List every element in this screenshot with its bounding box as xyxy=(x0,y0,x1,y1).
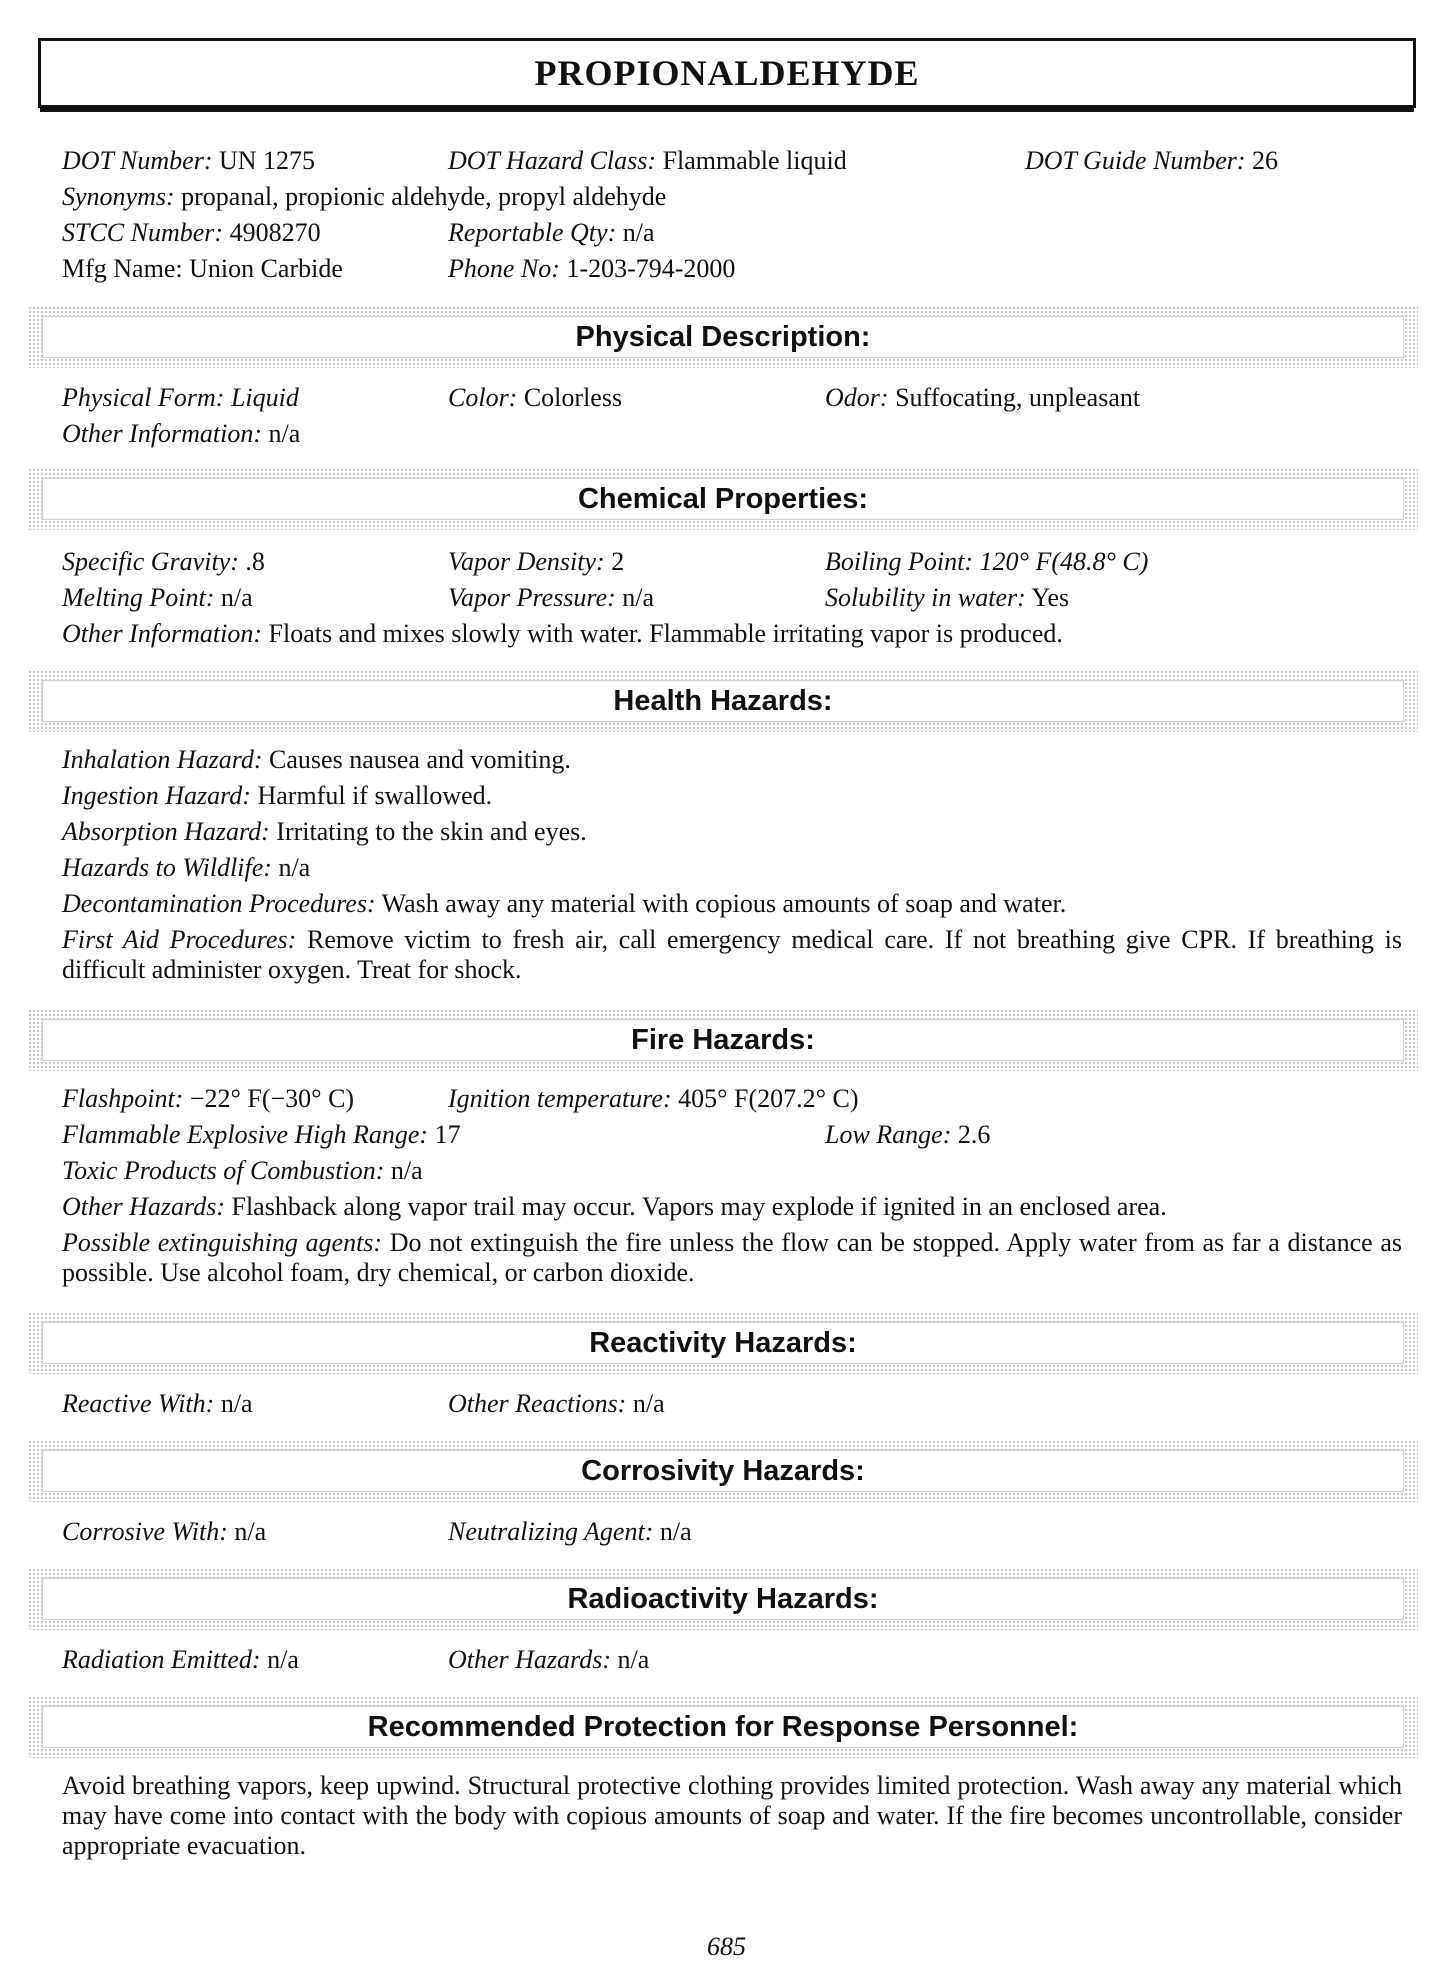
phone-field xyxy=(448,254,735,284)
melting-field xyxy=(62,583,253,613)
gravity-label: Specific Gravity: xyxy=(62,547,239,576)
decon-label: Decontamination Procedures: xyxy=(62,889,376,918)
neutralizing-label: Neutralizing Agent: xyxy=(448,1517,654,1546)
vapor-pressure-label: Vapor Pressure: xyxy=(448,583,616,612)
ingestion-label: Ingestion Hazard: xyxy=(62,781,251,810)
stcc-value: 4908270 xyxy=(229,218,321,247)
protection-banner xyxy=(28,1696,1418,1758)
flashpoint-value: −22° F(−30° C) xyxy=(189,1084,355,1113)
reportable-value: n/a xyxy=(622,218,655,247)
physical-other-value: n/a xyxy=(268,419,301,448)
corrosivity-heading: Corrosivity Hazards: xyxy=(581,1454,865,1487)
corrosivity-banner xyxy=(28,1440,1418,1502)
color-field xyxy=(448,383,622,413)
guide-number-value: 26 xyxy=(1252,146,1279,175)
boiling-value: 120° F(48.8° C) xyxy=(979,547,1149,576)
physical-banner xyxy=(28,306,1418,368)
flashpoint-label: Flashpoint: xyxy=(62,1084,184,1113)
agents-label: Possible extinguishing agents: xyxy=(62,1228,383,1257)
mfg-value: Union Carbide xyxy=(189,254,343,283)
fire-other-value: Flashback along vapor trail may occur. Vapors may explode if ignited in an enclosed area. xyxy=(231,1192,1167,1221)
radio-other-value: n/a xyxy=(617,1645,650,1674)
title-box xyxy=(38,38,1416,108)
dot-number-value: UN 1275 xyxy=(218,146,316,175)
solubility-label: Solubility in water: xyxy=(825,583,1026,612)
chemical-other-label: Other Information: xyxy=(62,619,263,648)
radioactivity-banner xyxy=(28,1568,1418,1630)
color-value: Colorless xyxy=(523,383,623,412)
chemical-banner xyxy=(28,468,1418,530)
corrosive-with-field xyxy=(62,1517,266,1547)
physical-form-field xyxy=(62,383,299,413)
reactive-with-value: n/a xyxy=(220,1389,253,1418)
stcc-label: STCC Number: xyxy=(62,218,224,247)
page-number: 685 xyxy=(707,1932,746,1961)
other-reactions-value: n/a xyxy=(632,1389,665,1418)
fire-banner xyxy=(28,1009,1418,1071)
neutralizing-field xyxy=(448,1517,692,1547)
mfg-field xyxy=(62,254,343,284)
chemical-other-value: Floats and mixes slowly with water. Flammable irritating vapor is produced. xyxy=(268,619,1063,648)
reportable-field xyxy=(448,218,655,248)
other-reactions-label: Other Reactions: xyxy=(448,1389,627,1418)
synonyms-value: propanal, propionic aldehyde, propyl aldehyde xyxy=(181,182,667,211)
phone-value: 1-203-794-2000 xyxy=(566,254,736,283)
odor-label: Odor: xyxy=(825,383,889,412)
decon-field xyxy=(62,889,1066,919)
color-label: Color: xyxy=(448,383,518,412)
hazard-class-label: DOT Hazard Class: xyxy=(448,146,657,175)
melting-label: Melting Point: xyxy=(62,583,215,612)
radiation-value: n/a xyxy=(267,1645,299,1674)
firstaid-label: First Aid Procedures: xyxy=(62,925,297,954)
solubility-field xyxy=(825,583,1069,613)
firstaid-field xyxy=(62,925,1402,985)
odor-value: Suffocating, unpleasant xyxy=(895,383,1141,412)
corrosive-with-value: n/a xyxy=(234,1517,267,1546)
ignition-field xyxy=(448,1084,859,1114)
radio-other-field xyxy=(448,1645,649,1675)
solubility-value: Yes xyxy=(1031,583,1070,612)
agents-field xyxy=(62,1228,1402,1288)
dot-number-label: DOT Number: xyxy=(62,146,213,175)
mfg-label: Mfg Name: xyxy=(62,254,183,283)
low-range-field xyxy=(825,1120,990,1150)
absorption-field xyxy=(62,817,587,847)
physical-other-field xyxy=(62,419,300,449)
wildlife-value: n/a xyxy=(278,853,311,882)
low-range-value: 2.6 xyxy=(957,1120,991,1149)
reactivity-banner xyxy=(28,1312,1418,1374)
reportable-label: Reportable Qty: xyxy=(448,218,617,247)
chemical-other-field xyxy=(62,619,1063,649)
protection-heading: Recommended Protection for Response Personnel: xyxy=(367,1710,1079,1743)
toxic-value: n/a xyxy=(390,1156,423,1185)
chemical-heading: Chemical Properties: xyxy=(577,482,869,515)
radiation-label: Radiation Emitted: xyxy=(62,1645,261,1674)
agents-value: Do not extinguish the fire unless the flow can be stopped. Apply water from as far a distance as possible. Use alcohol foam, dry chemical, or carbon dioxide. xyxy=(62,1228,1403,1287)
radioactivity-heading: Radioactivity Hazards: xyxy=(567,1582,879,1615)
odor-field xyxy=(825,383,1140,413)
radiation-field xyxy=(62,1645,299,1675)
neutralizing-value: n/a xyxy=(659,1517,692,1546)
reactive-with-field xyxy=(62,1389,253,1419)
high-range-value: 17 xyxy=(434,1120,461,1149)
reactive-with-label: Reactive With: xyxy=(62,1389,215,1418)
vapor-pressure-value: n/a xyxy=(622,583,655,612)
wildlife-label: Hazards to Wildlife: xyxy=(62,853,272,882)
guide-number-label: DOT Guide Number: xyxy=(1025,146,1246,175)
boiling-field xyxy=(825,547,1148,577)
vapor-density-value: 2 xyxy=(611,547,625,576)
high-range-field xyxy=(62,1120,461,1150)
other-reactions-field xyxy=(448,1389,665,1419)
stcc-field xyxy=(62,218,321,248)
physical-form-value: Liquid xyxy=(230,383,299,412)
toxic-label: Toxic Products of Combustion: xyxy=(62,1156,385,1185)
physical-other-label: Other Information: xyxy=(62,419,263,448)
vapor-density-field xyxy=(448,547,624,577)
health-banner xyxy=(28,670,1418,732)
protection-text: Avoid breathing vapors, keep upwind. Structural protective clothing provides limited protection. Wash away any material which may have come into contact with the body with copious amounts of soap and water. If the fire becomes uncontrollable, consider appropriate evacuation. xyxy=(62,1771,1402,1860)
reactivity-heading: Reactivity Hazards: xyxy=(589,1326,857,1359)
synonyms-field xyxy=(62,182,666,212)
fire-other-field xyxy=(62,1192,1167,1222)
ignition-value: 405° F(207.2° C) xyxy=(678,1084,859,1113)
decon-value: Wash away any material with copious amounts of soap and water. xyxy=(381,889,1067,918)
high-range-label: Flammable Explosive High Range: xyxy=(62,1120,429,1149)
dot-number-field xyxy=(62,146,315,176)
vapor-density-label: Vapor Density: xyxy=(448,547,605,576)
vapor-pressure-field xyxy=(448,583,654,613)
inhalation-field xyxy=(62,745,571,775)
low-range-label: Low Range: xyxy=(825,1120,952,1149)
hazard-class-value: Flammable liquid xyxy=(662,146,847,175)
toxic-field xyxy=(62,1156,423,1186)
physical-form-label: Physical Form: xyxy=(62,383,225,412)
boiling-label: Boiling Point: xyxy=(825,547,974,576)
absorption-value: Irritating to the skin and eyes. xyxy=(276,817,587,846)
gravity-field xyxy=(62,547,265,577)
ingestion-field xyxy=(62,781,492,811)
fire-other-label: Other Hazards: xyxy=(62,1192,225,1221)
phone-label: Phone No: xyxy=(448,254,560,283)
page-title: PROPIONALDEHYDE xyxy=(534,53,920,93)
fire-heading: Fire Hazards: xyxy=(631,1023,815,1056)
flashpoint-field xyxy=(62,1084,354,1114)
firstaid-value: Remove victim to fresh air, call emergency medical care. If not breathing give CPR. If breathing is difficult administer oxygen. Treat for shock. xyxy=(62,925,1402,984)
hazard-class-field xyxy=(448,146,847,176)
ingestion-value: Harmful if swallowed. xyxy=(257,781,493,810)
ignition-label: Ignition temperature: xyxy=(448,1084,672,1113)
melting-value: n/a xyxy=(220,583,253,612)
physical-heading: Physical Description: xyxy=(575,320,871,353)
inhalation-label: Inhalation Hazard: xyxy=(62,745,263,774)
corrosive-with-label: Corrosive With: xyxy=(62,1517,228,1546)
wildlife-field xyxy=(62,853,310,883)
radio-other-label: Other Hazards: xyxy=(448,1645,611,1674)
synonyms-label: Synonyms: xyxy=(62,182,175,211)
absorption-label: Absorption Hazard: xyxy=(62,817,270,846)
health-heading: Health Hazards: xyxy=(613,684,833,717)
inhalation-value: Causes nausea and vomiting. xyxy=(269,745,571,774)
gravity-value: .8 xyxy=(245,547,265,576)
guide-number-field xyxy=(1025,146,1278,176)
